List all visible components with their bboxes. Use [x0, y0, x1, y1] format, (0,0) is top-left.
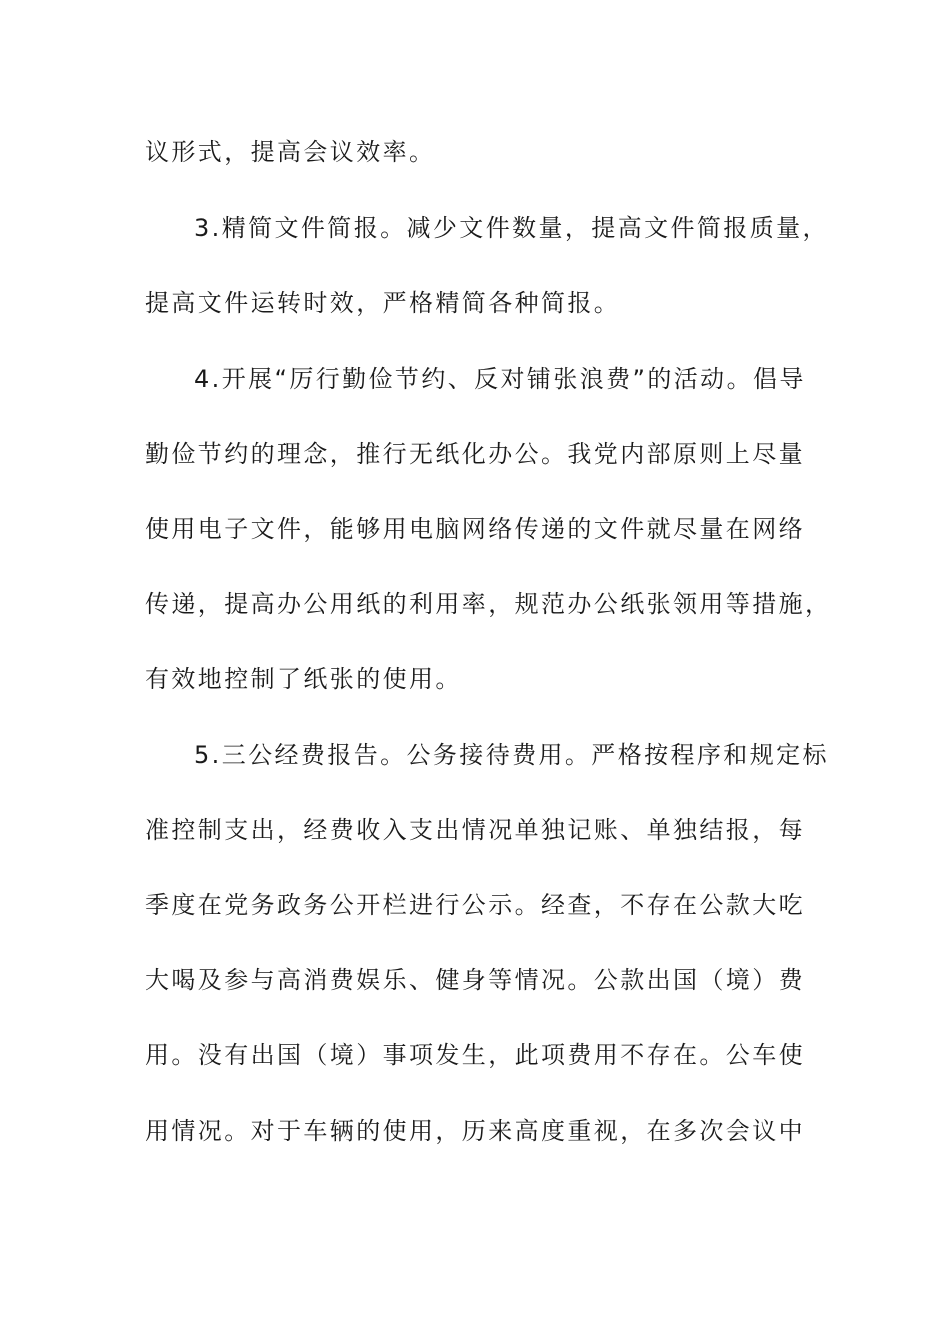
item-5-body-line: 用。没有出国（境）事项发生，此项费用不存在。公车使: [145, 1041, 805, 1069]
item-4-body-line: 使用电子文件，能够用电脑网络传递的文件就尽量在网络: [145, 515, 805, 543]
item-5-heading-line: 5.三公经费报告。公务接待费用。严格按程序和规定标: [194, 741, 829, 769]
item-5-body-line: 季度在党务政务公开栏进行公示。经查，不存在公款大吃: [145, 891, 805, 919]
item-3-heading-line: 3.精简文件简报。减少文件数量，提高文件简报质量，: [194, 214, 829, 242]
item-4-heading-line: 4.开展“厉行勤俭节约、反对铺张浪费”的活动。倡导: [194, 365, 806, 393]
item-5-body-line: 用情况。对于车辆的使用，历来高度重视，在多次会议中: [145, 1117, 805, 1145]
paragraph-continuation-line: 议形式，提高会议效率。: [145, 138, 436, 166]
item-5-body-line: 准控制支出，经费收入支出情况单独记账、单独结报，每: [145, 816, 805, 844]
item-4-body-line: 有效地控制了纸张的使用。: [145, 665, 462, 693]
item-3-body-line: 提高文件运转时效，严格精简各种简报。: [145, 289, 621, 317]
item-4-body-line: 传递，提高办公用纸的利用率，规范办公纸张领用等措施，: [145, 590, 832, 618]
item-4-body-line: 勤俭节约的理念，推行无纸化办公。我党内部原则上尽量: [145, 440, 805, 468]
item-5-body-line: 大喝及参与高消费娱乐、健身等情况。公款出国（境）费: [145, 966, 805, 994]
